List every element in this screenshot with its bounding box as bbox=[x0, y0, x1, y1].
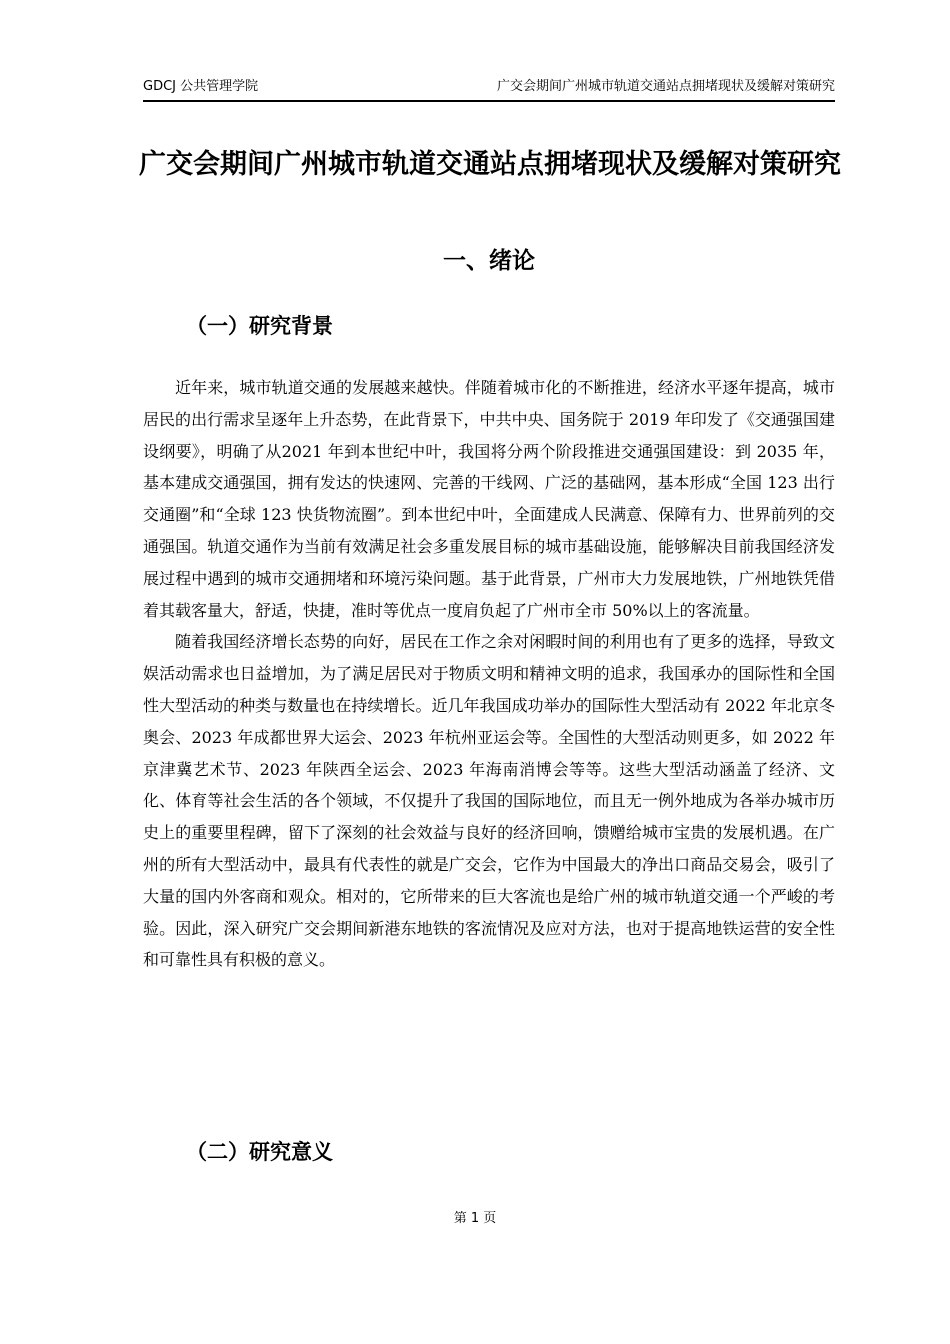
paragraph: 近年来，城市轨道交通的发展越来越快。伴随着城市化的不断推进，经济水平逐年提高，城市居民的出行需求呈逐年上升态势，在此背景下，中共中央、国务院于 2019 年印发了《交通强国建设纲要》，明确了从2021 年到本世纪中叶，我国将分两个阶段推进交通强国建设：到 2035 年，基本建成交通强国，拥有发达的快速网、完善的干线网、广泛的基础网，基本形成“全国 123 出行交通圈”和“全球 123 快货物流圈”。到本世纪中叶，全面建成人民满意、保障有力、世界前列的交通强国。轨道交通作为当前有效满足社会多重发展目标的城市基础设施，能够解决目前我国经济发展过程中遇到的城市交通拥堵和环境污染问题。基于此背景，广州市大力发展地铁，广州地铁凭借着其载客量大，舒适，快捷，准时等优点一度肩负起了广州市全市 50%以上的客流量。 bbox=[143, 378, 835, 620]
body-text bbox=[143, 372, 835, 976]
page-number: 第 1 页 bbox=[453, 1211, 497, 1226]
section-heading-significance: （二）研究意义 bbox=[186, 1140, 333, 1164]
chapter-heading: 一、绪论 bbox=[443, 248, 535, 274]
header-left: GDCJ 公共管理学院 bbox=[143, 79, 259, 94]
header-rule bbox=[143, 100, 835, 102]
section-heading-background: （一）研究背景 bbox=[186, 314, 333, 338]
header-right: 广交会期间广州城市轨道交通站点拥堵现状及缓解对策研究 bbox=[496, 79, 835, 94]
document-title: 广交会期间广州城市轨道交通站点拥堵现状及缓解对策研究 bbox=[139, 149, 841, 180]
paragraph: 随着我国经济增长态势的向好，居民在工作之余对闲暇时间的利用也有了更多的选择，导致文娱活动需求也日益增加，为了满足居民对于物质文明和精神文明的追求，我国承办的国际性和全国性大型活动的种类与数量也在持续增长。近几年我国成功举办的国际性大型活动有 2022 年北京冬奥会、2023 年成都世界大运会、2023 年杭州亚运会等。全国性的大型活动则更多，如 2022 年京津冀艺术节、2023 年陕西全运会、2023 年海南消博会等等。这些大型活动涵盖了经济、文化、体育等社会生活的各个领域，不仅提升了我国的国际地位，而且无一例外地成为各举办城市历史上的重要里程碑，留下了深刻的社会效益与良好的经济回响，馈赠给城市宝贵的发展机遇。在广州的所有大型活动中，最具有代表性的就是广交会，它作为中国最大的净出口商品交易会，吸引了大量的国内外客商和观众。相对的，它所带来的巨大客流也是给广州的城市轨道交通一个严峻的考验。因此，深入研究广交会期间新港东地铁的客流情况及应对方法，也对于提高地铁运营的安全性和可靠性具有积极的意义。 bbox=[143, 632, 835, 970]
